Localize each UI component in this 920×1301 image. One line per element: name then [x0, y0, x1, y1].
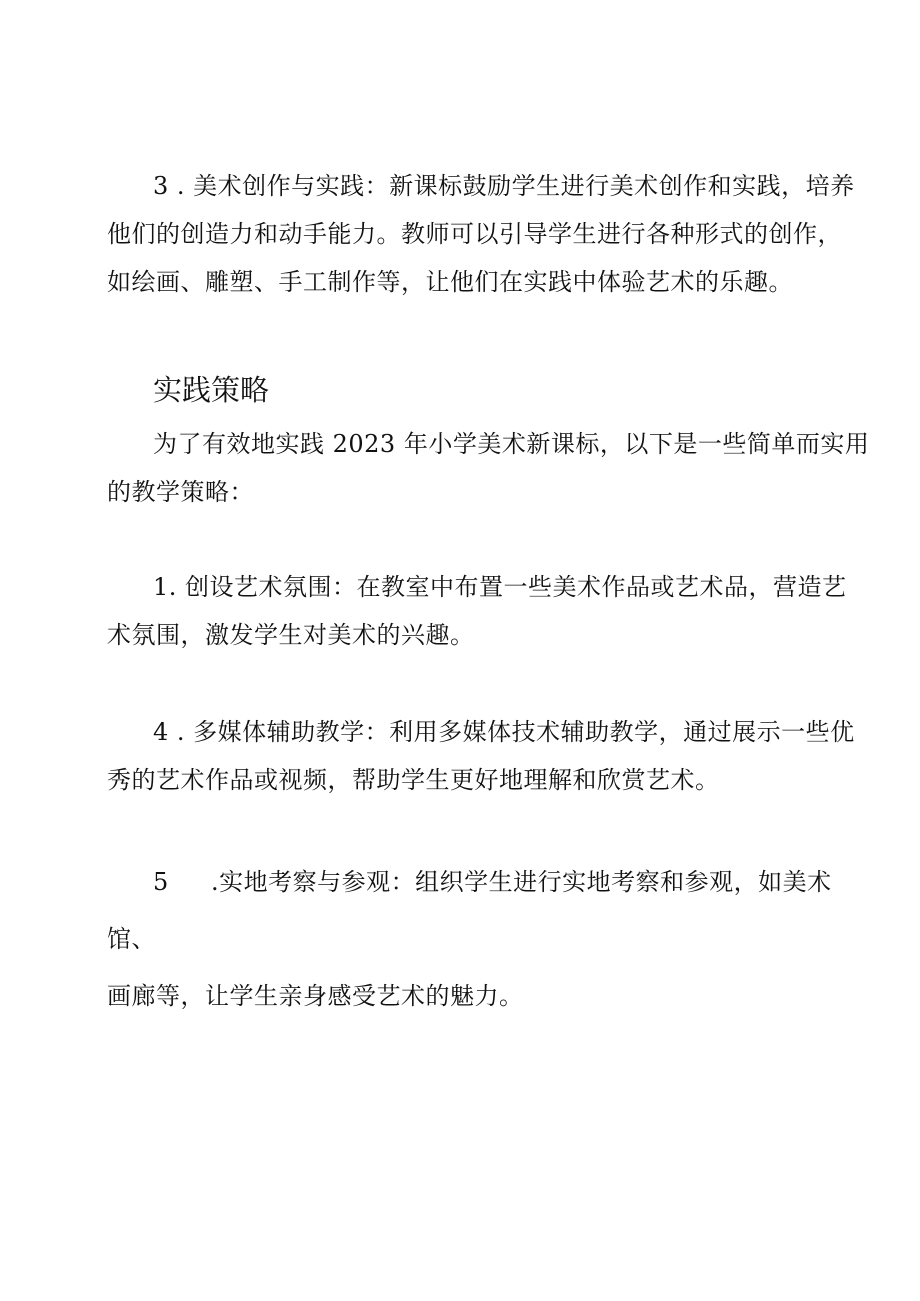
item1-line1: 1. 创设艺术氛围：在教室中布置一些美术作品或艺术品，营造艺 — [153, 573, 847, 601]
item4-line1: 4 . 多媒体辅助教学：利用多媒体技术辅助教学，通过展示一些优 — [153, 718, 855, 746]
section3-line3: 如绘画、雕塑、手工制作等，让他们在实践中体验艺术的乐趣。 — [107, 268, 793, 296]
item5-line3: 画廊等，让学生亲身感受艺术的魅力。 — [107, 982, 524, 1010]
section3-line2: 他们的创造力和动手能力。教师可以引导学生进行各种形式的创作， — [107, 220, 842, 248]
strategy-heading: 实践策略 — [153, 373, 270, 407]
item5-number: 5 — [153, 868, 169, 896]
strategy-intro-line2: 的教学策略： — [107, 478, 254, 506]
item5-line1: .实地考察与参观：组织学生进行实地考察和参观，如美术 — [211, 868, 832, 896]
section3-line1: 3 . 美术创作与实践：新课标鼓励学生进行美术创作和实践，培养 — [153, 172, 855, 200]
item1-line2: 术氛围，激发学生对美术的兴趣。 — [107, 621, 475, 649]
strategy-intro-line1: 为了有效地实践 2023 年小学美术新课标，以下是一些简单而实用 — [153, 430, 870, 458]
item4-line2: 秀的艺术作品或视频，帮助学生更好地理解和欣赏艺术。 — [107, 766, 720, 794]
item5-line2: 馆、 — [107, 925, 156, 953]
